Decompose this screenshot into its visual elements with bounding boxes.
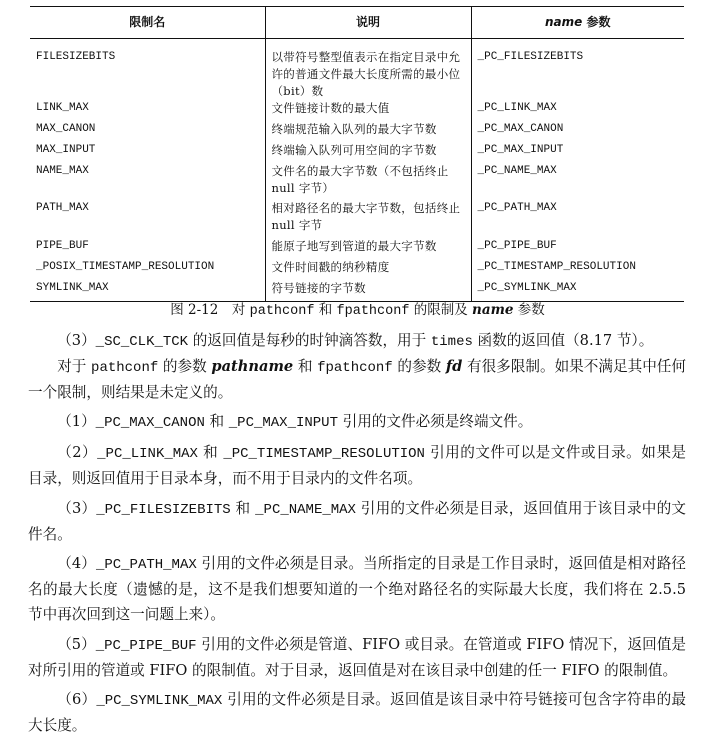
limit-name-cell: NAME_MAX [36, 165, 89, 177]
figure-caption [0, 300, 715, 322]
code-term: _PC_TIMESTAMP_RESOLUTION [223, 446, 425, 463]
code-term: _PC_PIPE_BUF [95, 637, 197, 654]
text-run: （5） [57, 635, 96, 653]
description-cell: 能原子地写到管道的最大字节数 [265, 238, 471, 259]
description-cell: 符号链接的字节数 [265, 280, 471, 301]
text-run: 函数的返回值（8.17 节）。 [472, 332, 654, 349]
text-run: 图 2-12 对 [170, 302, 250, 318]
table-row [30, 200, 684, 238]
code-term: pathconf [91, 359, 159, 376]
table-header-row [30, 7, 684, 39]
text-run: （2） [57, 444, 98, 462]
text-run: 的限制及 [409, 302, 473, 318]
text-run: 的参数 [392, 357, 446, 375]
name-param-cell: _PC_NAME_MAX [471, 163, 684, 200]
header-name-param [471, 7, 684, 39]
code-term: _PC_SYMLINK_MAX [96, 693, 223, 710]
text-run: 的参数 [158, 357, 212, 375]
description-cell: 文件时间戳的纳秒精度 [265, 259, 471, 280]
limit-name-cell: LINK_MAX [36, 102, 89, 114]
description-cell: 文件名的最大字节数（不包括终止 null 字节） [265, 163, 471, 200]
limit-name-cell: MAX_INPUT [36, 144, 96, 156]
text-run: 和 [314, 302, 337, 318]
italic-term: name [472, 302, 514, 318]
table-row [30, 39, 684, 101]
paragraph [28, 497, 686, 548]
code-term: _PC_LINK_MAX [97, 446, 198, 463]
limit-name-cell: _POSIX_TIMESTAMP_RESOLUTION [36, 261, 215, 273]
text-run: 引用的文件必须是目录，返回值用于该目录中的文件名。 [28, 499, 686, 543]
paragraph [28, 329, 686, 355]
name-param-cell: _PC_FILESIZEBITS [471, 39, 684, 101]
description-cell: 终端规范输入队列的最大字节数 [265, 121, 471, 142]
text-run: 和 [230, 499, 256, 517]
paragraph [28, 410, 686, 436]
text-run: 对于 [57, 357, 92, 375]
table-row [30, 121, 684, 142]
limit-name-cell: MAX_CANON [36, 123, 96, 135]
name-param-cell: _PC_MAX_CANON [471, 121, 684, 142]
limit-name-cell: SYMLINK_MAX [30, 280, 265, 301]
paragraph [28, 552, 686, 627]
description-cell: 终端输入队列可用空间的字节数 [265, 142, 471, 163]
paragraph [28, 355, 686, 406]
text-run: 引用的文件必须是目录。当所指定的目录是工作目录时，返回值是相对路径名的最大长度（遗憾的是，这不是我们想要知道的一个绝对路径名的实际最大长度，我们将在 2.5.5 节中再次回到这一问题上来）。 [28, 555, 686, 623]
description-cell: 文件链接计数的最大值 [265, 100, 471, 121]
body-text [28, 329, 686, 739]
text-run: 引用的文件可以是文件或目录。如果是目录，则返回值用于目录本身，而不用于目录内的文件名项。 [28, 444, 687, 487]
text-run: 和 [197, 444, 224, 462]
text-run: 限制名 [129, 15, 166, 29]
text-run: 说明 [355, 15, 380, 29]
table-row [30, 280, 684, 301]
name-param-cell: _PC_PIPE_BUF [471, 238, 684, 259]
text-run: 引用的文件必须是目录。返回值是该目录中符号链接可包含字符串的最大长度。 [28, 691, 686, 735]
table-row [30, 238, 684, 259]
header-description [265, 7, 471, 39]
name-param-cell: _PC_LINK_MAX [471, 100, 684, 121]
code-term: _SC_CLK_TCK [95, 334, 189, 350]
text-run: （3） [57, 499, 97, 517]
italic-term: fd [445, 357, 463, 375]
text-run: （1） [57, 413, 96, 431]
text-run: （4） [57, 555, 96, 573]
table-row [30, 163, 684, 200]
name-param-cell: _PC_MAX_INPUT [471, 142, 684, 163]
text-run: 参数 [513, 302, 545, 318]
name-param-cell: _PC_SYMLINK_MAX [471, 280, 684, 301]
description-cell: 以带符号整型值表示在指定目录中允许的普通文件最大长度所需的最小位（bit）数 [265, 39, 471, 101]
code-term: fpathconf [336, 304, 410, 319]
table-row [30, 100, 684, 121]
text-run: 和 [293, 357, 318, 375]
text-run: 引用的文件必须是管道、FIFO 或目录。在管道或 FIFO 情况下，返回值是对所引用的管道或 FIFO 的限制值。对于目录，返回值是对在该目录中创建的任一 FIFO 的限制值。 [28, 635, 686, 679]
text-run: 有很多限制。如果不满足其中任何一个限制，则结果是未定义的。 [28, 357, 687, 401]
limits-table [30, 6, 684, 302]
text-run: 的返回值是每秒的时钟滴答数，用于 [188, 332, 431, 349]
name-param-cell: _PC_PATH_MAX [471, 200, 684, 238]
name-param-cell: _PC_TIMESTAMP_RESOLUTION [471, 259, 684, 280]
text-run: 参数 [582, 15, 611, 29]
paragraph [28, 441, 686, 492]
code-term: _PC_MAX_INPUT [228, 415, 338, 432]
paragraph [28, 633, 686, 684]
code-term: times [430, 334, 473, 350]
limit-name-cell: PIPE_BUF [36, 240, 89, 252]
code-term: _PC_PATH_MAX [95, 557, 197, 574]
text-run: 引用的文件必须是终端文件。 [337, 413, 533, 431]
code-term: fpathconf [317, 359, 393, 376]
italic-term: name [545, 15, 583, 29]
text-run: （3） [57, 332, 96, 349]
text-run: （6） [57, 691, 97, 709]
italic-term: pathname [211, 357, 294, 375]
description-cell: 相对路径名的最大字节数，包括终止 null 字节 [265, 200, 471, 238]
table-row [30, 142, 684, 163]
code-term: _PC_NAME_MAX [255, 501, 356, 518]
code-term: _PC_MAX_CANON [95, 415, 205, 432]
table-row [30, 259, 684, 280]
paragraph [28, 688, 686, 739]
code-term: pathconf [249, 304, 315, 319]
header-limit-name [30, 7, 265, 39]
limit-name-cell: FILESIZEBITS [36, 51, 116, 63]
text-run: 和 [204, 413, 229, 431]
limit-name-cell: PATH_MAX [36, 202, 89, 214]
code-term: _PC_FILESIZEBITS [96, 501, 231, 518]
